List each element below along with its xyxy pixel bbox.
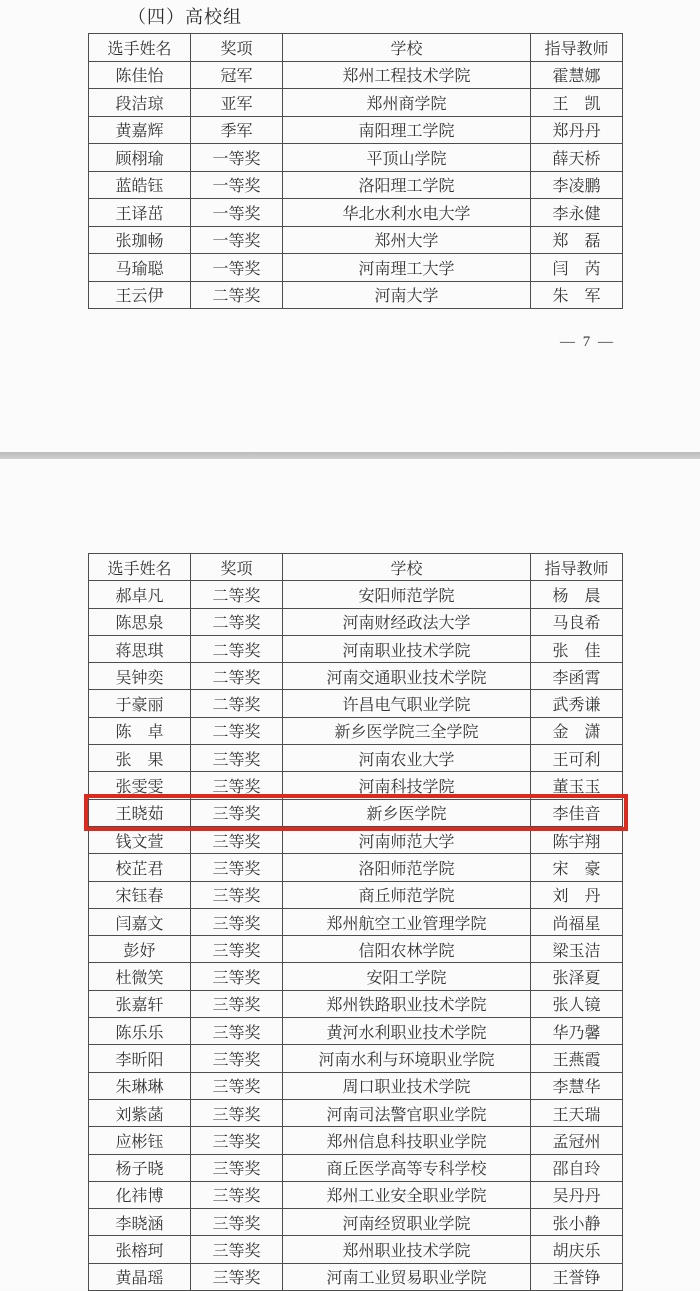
table-row [89, 990, 623, 1017]
school-cell: 河南师范大学 [283, 826, 531, 853]
contestant-name-cell: 郝卓凡 [89, 581, 191, 608]
award-cell: 三等奖 [191, 881, 283, 908]
school-cell: 平顶山学院 [283, 144, 531, 172]
table-header [89, 34, 623, 62]
award-cell: 三等奖 [191, 936, 283, 963]
table-row [89, 61, 623, 89]
award-cell: 二等奖 [191, 663, 283, 690]
contestant-name-cell: 陈乐乐 [89, 1018, 191, 1045]
contestant-name-cell: 顾栩瑜 [89, 144, 191, 172]
teacher-cell: 陈宇翔 [531, 826, 623, 853]
contestant-name-cell: 刘紫菡 [89, 1099, 191, 1126]
contestant-name-cell: 黄晶瑶 [89, 1263, 191, 1290]
page-separator [0, 452, 700, 459]
school-cell: 周口职业技术学院 [283, 1072, 531, 1099]
school-cell: 河南科技学院 [283, 772, 531, 799]
table-row [89, 1263, 623, 1290]
school-cell: 郑州商学院 [283, 89, 531, 117]
contestant-name-cell: 王云伊 [89, 281, 191, 309]
teacher-cell: 邵自玲 [531, 1154, 623, 1181]
page-number: — 7 — [560, 334, 615, 350]
header-row [89, 34, 623, 62]
table-row [89, 826, 623, 853]
table-row [89, 116, 623, 144]
column-header: 指导教师 [531, 34, 623, 62]
contestant-name-cell: 杨子晓 [89, 1154, 191, 1181]
school-cell: 河南经贸职业学院 [283, 1209, 531, 1236]
teacher-cell: 胡庆乐 [531, 1236, 623, 1263]
teacher-cell: 孟冠州 [531, 1127, 623, 1154]
teacher-cell: 郑 磊 [531, 226, 623, 254]
teacher-cell: 张小静 [531, 1209, 623, 1236]
contestant-name-cell: 校芷君 [89, 854, 191, 881]
contestant-name-cell: 段洁琼 [89, 89, 191, 117]
contestant-name-cell: 蒋思琪 [89, 635, 191, 662]
award-cell: 三等奖 [191, 1154, 283, 1181]
contestant-name-cell: 李晓涵 [89, 1209, 191, 1236]
contestant-name-cell: 张雯雯 [89, 772, 191, 799]
column-header: 选手姓名 [89, 34, 191, 62]
award-cell: 一等奖 [191, 254, 283, 282]
table-row [89, 663, 623, 690]
school-cell: 郑州大学 [283, 226, 531, 254]
teacher-cell: 尚福星 [531, 908, 623, 935]
table-row [89, 1045, 623, 1072]
award-cell: 一等奖 [191, 144, 283, 172]
award-cell: 三等奖 [191, 908, 283, 935]
school-cell: 安阳工学院 [283, 963, 531, 990]
school-cell: 河南职业技术学院 [283, 635, 531, 662]
contestant-name-cell: 朱琳琳 [89, 1072, 191, 1099]
table-row [89, 281, 623, 309]
table-row [89, 799, 623, 826]
award-cell: 一等奖 [191, 226, 283, 254]
teacher-cell: 李佳音 [531, 799, 623, 826]
column-header: 学校 [283, 34, 531, 62]
contestant-name-cell: 化祎博 [89, 1181, 191, 1208]
contestant-name-cell: 张珈畅 [89, 226, 191, 254]
teacher-cell: 郑丹丹 [531, 116, 623, 144]
school-cell: 洛阳理工学院 [283, 171, 531, 199]
award-cell: 三等奖 [191, 1045, 283, 1072]
table-row [89, 1209, 623, 1236]
school-cell: 河南工业贸易职业学院 [283, 1263, 531, 1290]
header-row [89, 554, 623, 581]
table-row [89, 690, 623, 717]
column-header: 奖项 [191, 34, 283, 62]
column-header: 选手姓名 [89, 554, 191, 581]
award-cell: 一等奖 [191, 171, 283, 199]
teacher-cell: 王誉铮 [531, 1263, 623, 1290]
column-header: 指导教师 [531, 554, 623, 581]
school-cell: 河南交通职业技术学院 [283, 663, 531, 690]
award-cell: 冠军 [191, 61, 283, 89]
contestant-name-cell: 闫嘉文 [89, 908, 191, 935]
school-cell: 新乡医学院三全学院 [283, 717, 531, 744]
contestant-name-cell: 于豪丽 [89, 690, 191, 717]
teacher-cell: 李慧华 [531, 1072, 623, 1099]
school-cell: 商丘师范学院 [283, 881, 531, 908]
award-cell: 二等奖 [191, 635, 283, 662]
award-cell: 三等奖 [191, 1181, 283, 1208]
award-cell: 亚军 [191, 89, 283, 117]
school-cell: 新乡医学院 [283, 799, 531, 826]
school-cell: 安阳师范学院 [283, 581, 531, 608]
award-cell: 二等奖 [191, 608, 283, 635]
school-cell: 郑州工程技术学院 [283, 61, 531, 89]
teacher-cell: 朱 军 [531, 281, 623, 309]
contestant-name-cell: 马瑜聪 [89, 254, 191, 282]
table-row [89, 881, 623, 908]
results-table-page8 [88, 553, 623, 1291]
school-cell: 郑州信息科技职业学院 [283, 1127, 531, 1154]
award-cell: 三等奖 [191, 1127, 283, 1154]
award-cell: 三等奖 [191, 1209, 283, 1236]
table-row [89, 717, 623, 744]
table-row [89, 908, 623, 935]
table-row [89, 89, 623, 117]
table-row [89, 1072, 623, 1099]
award-cell: 三等奖 [191, 745, 283, 772]
table-row [89, 745, 623, 772]
column-header: 学校 [283, 554, 531, 581]
school-cell: 河南财经政法大学 [283, 608, 531, 635]
table-row [89, 1154, 623, 1181]
contestant-name-cell: 陈思泉 [89, 608, 191, 635]
table-row [89, 144, 623, 172]
table-header [89, 554, 623, 581]
school-cell: 郑州工业安全职业学院 [283, 1181, 531, 1208]
award-cell: 三等奖 [191, 990, 283, 1017]
award-cell: 三等奖 [191, 772, 283, 799]
table-row [89, 608, 623, 635]
school-cell: 郑州航空工业管理学院 [283, 908, 531, 935]
teacher-cell: 张人镜 [531, 990, 623, 1017]
school-cell: 河南农业大学 [283, 745, 531, 772]
contestant-name-cell: 吴钟奕 [89, 663, 191, 690]
school-cell: 河南司法警官职业学院 [283, 1099, 531, 1126]
contestant-name-cell: 钱文萱 [89, 826, 191, 853]
document-page-7 [0, 0, 700, 452]
table-row [89, 254, 623, 282]
contestant-name-cell: 张嘉轩 [89, 990, 191, 1017]
school-cell: 河南理工大学 [283, 254, 531, 282]
table-row [89, 1018, 623, 1045]
table-row [89, 171, 623, 199]
teacher-cell: 金 潇 [531, 717, 623, 744]
award-cell: 三等奖 [191, 799, 283, 826]
award-cell: 三等奖 [191, 1099, 283, 1126]
contestant-name-cell: 张 果 [89, 745, 191, 772]
results-table-page7 [88, 33, 623, 309]
table-row [89, 635, 623, 662]
contestant-name-cell: 陈佳怡 [89, 61, 191, 89]
teacher-cell: 李凌鹏 [531, 171, 623, 199]
award-cell: 三等奖 [191, 826, 283, 853]
award-cell: 季军 [191, 116, 283, 144]
teacher-cell: 董玉玉 [531, 772, 623, 799]
teacher-cell: 王可利 [531, 745, 623, 772]
teacher-cell: 王 凯 [531, 89, 623, 117]
award-cell: 二等奖 [191, 281, 283, 309]
teacher-cell: 李函霄 [531, 663, 623, 690]
teacher-cell: 杨 晨 [531, 581, 623, 608]
column-header: 奖项 [191, 554, 283, 581]
table-row [89, 1181, 623, 1208]
award-cell: 二等奖 [191, 690, 283, 717]
table-row [89, 581, 623, 608]
section-title: （四）高校组 [128, 7, 242, 27]
award-cell: 三等奖 [191, 1018, 283, 1045]
award-cell: 三等奖 [191, 1072, 283, 1099]
contestant-name-cell: 应彬钰 [89, 1127, 191, 1154]
award-cell: 二等奖 [191, 717, 283, 744]
contestant-name-cell: 陈 卓 [89, 717, 191, 744]
teacher-cell: 李永健 [531, 199, 623, 227]
school-cell: 南阳理工学院 [283, 116, 531, 144]
school-cell: 华北水利水电大学 [283, 199, 531, 227]
table-row [89, 1099, 623, 1126]
contestant-name-cell: 王晓茹 [89, 799, 191, 826]
school-cell: 许昌电气职业学院 [283, 690, 531, 717]
teacher-cell: 武秀谦 [531, 690, 623, 717]
contestant-name-cell: 李昕阳 [89, 1045, 191, 1072]
table-body [89, 581, 623, 1291]
contestant-name-cell: 王译茁 [89, 199, 191, 227]
school-cell: 洛阳师范学院 [283, 854, 531, 881]
teacher-cell: 闫 芮 [531, 254, 623, 282]
teacher-cell: 华乃馨 [531, 1018, 623, 1045]
table-row [89, 936, 623, 963]
school-cell: 郑州铁路职业技术学院 [283, 990, 531, 1017]
teacher-cell: 王燕霞 [531, 1045, 623, 1072]
award-cell: 三等奖 [191, 854, 283, 881]
award-cell: 三等奖 [191, 1236, 283, 1263]
table-row [89, 963, 623, 990]
contestant-name-cell: 黄嘉辉 [89, 116, 191, 144]
school-cell: 河南水利与环境职业学院 [283, 1045, 531, 1072]
table-row [89, 772, 623, 799]
table-row [89, 226, 623, 254]
teacher-cell: 张泽夏 [531, 963, 623, 990]
contestant-name-cell: 杜微笑 [89, 963, 191, 990]
table-row [89, 1127, 623, 1154]
contestant-name-cell: 宋钰春 [89, 881, 191, 908]
teacher-cell: 张 佳 [531, 635, 623, 662]
teacher-cell: 王天瑞 [531, 1099, 623, 1126]
document-page-8 [0, 459, 700, 1289]
teacher-cell: 薛天桥 [531, 144, 623, 172]
teacher-cell: 霍慧娜 [531, 61, 623, 89]
table-row [89, 199, 623, 227]
table-body [89, 61, 623, 309]
school-cell: 河南大学 [283, 281, 531, 309]
teacher-cell: 马良希 [531, 608, 623, 635]
teacher-cell: 梁玉洁 [531, 936, 623, 963]
contestant-name-cell: 蓝皓钰 [89, 171, 191, 199]
award-cell: 一等奖 [191, 199, 283, 227]
award-cell: 三等奖 [191, 963, 283, 990]
award-cell: 二等奖 [191, 581, 283, 608]
teacher-cell: 刘 丹 [531, 881, 623, 908]
teacher-cell: 宋 豪 [531, 854, 623, 881]
school-cell: 郑州职业技术学院 [283, 1236, 531, 1263]
table-row [89, 1236, 623, 1263]
award-cell: 三等奖 [191, 1263, 283, 1290]
school-cell: 信阳农林学院 [283, 936, 531, 963]
contestant-name-cell: 张榕珂 [89, 1236, 191, 1263]
school-cell: 黄河水利职业技术学院 [283, 1018, 531, 1045]
school-cell: 商丘医学高等专科学校 [283, 1154, 531, 1181]
teacher-cell: 吴丹丹 [531, 1181, 623, 1208]
table-row [89, 854, 623, 881]
contestant-name-cell: 彭妤 [89, 936, 191, 963]
